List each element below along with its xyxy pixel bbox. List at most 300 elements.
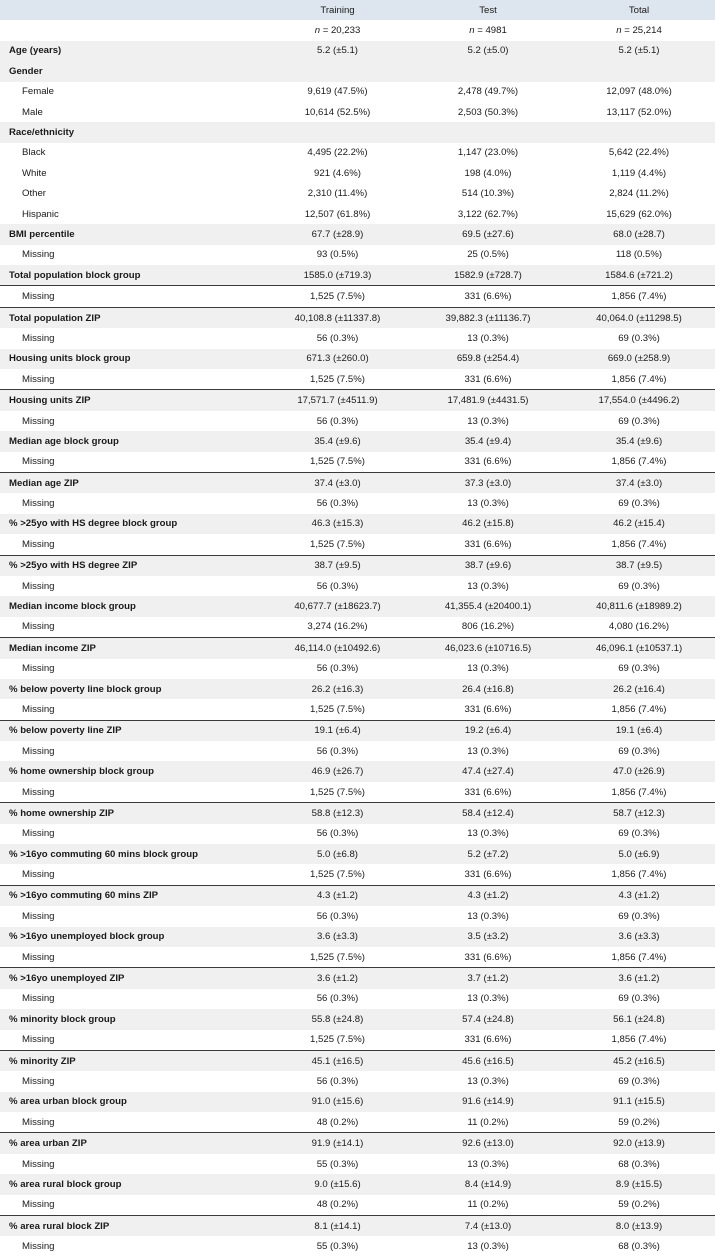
table-row — [0, 927, 715, 947]
test-value: 1,147 (23.0%) — [413, 143, 563, 163]
training-value: 3.6 (±3.3) — [262, 927, 413, 947]
test-value: 13 (0.3%) — [413, 989, 563, 1009]
sub-variable-label: Missing — [0, 906, 262, 926]
table-row — [0, 1216, 715, 1237]
sub-variable-label: Missing — [0, 1112, 262, 1133]
total-value: 35.4 (±9.6) — [563, 431, 715, 451]
test-value: 806 (16.2%) — [413, 617, 563, 638]
training-value: 56 (0.3%) — [262, 659, 413, 679]
table-row — [0, 555, 715, 576]
total-value: 1,856 (7.4%) — [563, 699, 715, 720]
test-value: 13 (0.3%) — [413, 576, 563, 596]
variable-label: Median age ZIP — [0, 472, 262, 493]
n-symbol: n — [469, 25, 475, 37]
training-value: 8.1 (±14.1) — [262, 1216, 413, 1237]
training-value: 2,310 (11.4%) — [262, 184, 413, 204]
test-value: 13 (0.3%) — [413, 741, 563, 761]
sub-variable-label: Male — [0, 102, 262, 122]
training-value: 3,274 (16.2%) — [262, 617, 413, 638]
total-value: 1,856 (7.4%) — [563, 1030, 715, 1051]
table-row — [0, 761, 715, 781]
training-value: 56 (0.3%) — [262, 576, 413, 596]
table-row — [0, 679, 715, 699]
header-total: Total — [563, 0, 715, 20]
training-value: 37.4 (±3.0) — [262, 472, 413, 493]
sub-variable-label: Missing — [0, 1030, 262, 1051]
training-value: 1,525 (7.5%) — [262, 699, 413, 720]
variable-label: % minority ZIP — [0, 1050, 262, 1071]
sub-variable-label: Missing — [0, 245, 262, 265]
training-value: 5.0 (±6.8) — [262, 844, 413, 864]
test-value: 69.5 (±27.6) — [413, 224, 563, 244]
table-subrow — [0, 411, 715, 431]
table-subrow — [0, 245, 715, 265]
test-value: 1582.9 (±728.7) — [413, 265, 563, 286]
training-value: 1,525 (7.5%) — [262, 534, 413, 555]
training-value: 26.2 (±16.3) — [262, 679, 413, 699]
variable-label: % >16yo unemployed block group — [0, 927, 262, 947]
test-value: 5.2 (±7.2) — [413, 844, 563, 864]
table-subrow — [0, 102, 715, 122]
test-value: 38.7 (±9.6) — [413, 555, 563, 576]
total-value: 69 (0.3%) — [563, 906, 715, 926]
test-value: 35.4 (±9.4) — [413, 431, 563, 451]
test-value: 8.4 (±14.9) — [413, 1174, 563, 1194]
total-value: 19.1 (±6.4) — [563, 720, 715, 741]
variable-label: % below poverty line ZIP — [0, 720, 262, 741]
n-test — [413, 20, 563, 40]
test-value: 331 (6.6%) — [413, 864, 563, 885]
total-value: 69 (0.3%) — [563, 1071, 715, 1091]
n-equals: = — [320, 25, 331, 37]
total-value: 3.6 (±3.3) — [563, 927, 715, 947]
training-value: 35.4 (±9.6) — [262, 431, 413, 451]
training-value: 4,495 (22.2%) — [262, 143, 413, 163]
sub-variable-label: Missing — [0, 824, 262, 844]
sub-variable-label: Missing — [0, 699, 262, 720]
test-value: 46.2 (±15.8) — [413, 514, 563, 534]
test-value: 13 (0.3%) — [413, 659, 563, 679]
total-value: 91.1 (±15.5) — [563, 1092, 715, 1112]
test-value: 4.3 (±1.2) — [413, 885, 563, 906]
variable-label: Race/ethnicity — [0, 122, 262, 142]
training-value: 1,525 (7.5%) — [262, 452, 413, 473]
test-value: 39,882.3 (±11136.7) — [413, 307, 563, 328]
table-row — [0, 349, 715, 369]
total-value: 69 (0.3%) — [563, 989, 715, 1009]
test-value: 331 (6.6%) — [413, 699, 563, 720]
training-value: 1,525 (7.5%) — [262, 947, 413, 968]
variable-label: % >16yo commuting 60 mins ZIP — [0, 885, 262, 906]
table-subrow — [0, 906, 715, 926]
training-value: 10,614 (52.5%) — [262, 102, 413, 122]
table-subrow — [0, 659, 715, 679]
test-value: 58.4 (±12.4) — [413, 803, 563, 824]
n-equals: = — [474, 25, 486, 37]
table-subrow — [0, 741, 715, 761]
test-value: 17,481.9 (±4431.5) — [413, 390, 563, 411]
test-value: 41,355.4 (±20400.1) — [413, 596, 563, 616]
variable-label: % minority block group — [0, 1009, 262, 1029]
test-value: 46,023.6 (±10716.5) — [413, 638, 563, 659]
table-row — [0, 803, 715, 824]
total-value: 5.2 (±5.1) — [563, 41, 715, 61]
training-value: 91.9 (±14.1) — [262, 1133, 413, 1154]
training-value: 1,525 (7.5%) — [262, 1030, 413, 1051]
variable-label: % home ownership ZIP — [0, 803, 262, 824]
test-value: 13 (0.3%) — [413, 824, 563, 844]
training-value: 921 (4.6%) — [262, 163, 413, 183]
table-row — [0, 122, 715, 142]
variable-label: Age (years) — [0, 41, 262, 61]
table-row — [0, 514, 715, 534]
test-value: 45.6 (±16.5) — [413, 1050, 563, 1071]
table-subrow — [0, 204, 715, 224]
table-row — [0, 844, 715, 864]
table-subrow — [0, 824, 715, 844]
table-row — [0, 224, 715, 244]
table-row — [0, 41, 715, 61]
sub-variable-label: Missing — [0, 1195, 262, 1216]
training-value: 46.3 (±15.3) — [262, 514, 413, 534]
training-value: 93 (0.5%) — [262, 245, 413, 265]
n-training — [262, 20, 413, 40]
total-value: 1,856 (7.4%) — [563, 782, 715, 803]
total-value: 1,856 (7.4%) — [563, 864, 715, 885]
variable-label: Housing units ZIP — [0, 390, 262, 411]
training-value: 1585.0 (±719.3) — [262, 265, 413, 286]
variable-label: % below poverty line block group — [0, 679, 262, 699]
sub-variable-label: Other — [0, 184, 262, 204]
sub-variable-label: Black — [0, 143, 262, 163]
table-row — [0, 885, 715, 906]
training-value: 40,108.8 (±11337.8) — [262, 307, 413, 328]
variable-label: Housing units block group — [0, 349, 262, 369]
test-value: 25 (0.5%) — [413, 245, 563, 265]
total-value — [563, 61, 715, 81]
training-value: 55 (0.3%) — [262, 1236, 413, 1256]
sub-variable-label: Missing — [0, 534, 262, 555]
table-row — [0, 265, 715, 286]
training-value — [262, 61, 413, 81]
sub-variable-label: Missing — [0, 411, 262, 431]
sub-variable-label: Missing — [0, 493, 262, 513]
training-value: 3.6 (±1.2) — [262, 968, 413, 989]
training-value: 45.1 (±16.5) — [262, 1050, 413, 1071]
variable-label: % >25yo with HS degree ZIP — [0, 555, 262, 576]
sub-variable-label: Missing — [0, 989, 262, 1009]
variable-label: % area urban block group — [0, 1092, 262, 1112]
total-value: 40,811.6 (±18989.2) — [563, 596, 715, 616]
table-row — [0, 1174, 715, 1194]
total-value: 69 (0.3%) — [563, 659, 715, 679]
variable-label: Total population block group — [0, 265, 262, 286]
n-test-value: 4981 — [485, 25, 507, 37]
total-value: 5.0 (±6.9) — [563, 844, 715, 864]
training-value: 19.1 (±6.4) — [262, 720, 413, 741]
training-value: 55.8 (±24.8) — [262, 1009, 413, 1029]
test-value: 92.6 (±13.0) — [413, 1133, 563, 1154]
variable-label: BMI percentile — [0, 224, 262, 244]
training-value: 55 (0.3%) — [262, 1154, 413, 1174]
table-row — [0, 1050, 715, 1071]
test-value: 91.6 (±14.9) — [413, 1092, 563, 1112]
sub-variable-label: Missing — [0, 864, 262, 885]
total-value: 1,856 (7.4%) — [563, 286, 715, 307]
n-equals: = — [621, 25, 633, 37]
test-value: 13 (0.3%) — [413, 1071, 563, 1091]
test-value: 331 (6.6%) — [413, 452, 563, 473]
total-value: 8.0 (±13.9) — [563, 1216, 715, 1237]
table-subrow — [0, 699, 715, 720]
table-row — [0, 61, 715, 81]
table-subrow — [0, 328, 715, 348]
sub-variable-label: Missing — [0, 576, 262, 596]
test-value: 331 (6.6%) — [413, 947, 563, 968]
total-value: 8.9 (±15.5) — [563, 1174, 715, 1194]
table-subrow — [0, 184, 715, 204]
total-value: 2,824 (11.2%) — [563, 184, 715, 204]
total-value: 38.7 (±9.5) — [563, 555, 715, 576]
total-value: 1,856 (7.4%) — [563, 947, 715, 968]
table-subrow — [0, 989, 715, 1009]
total-value: 69 (0.3%) — [563, 493, 715, 513]
table-row — [0, 472, 715, 493]
table-subrow — [0, 534, 715, 555]
table-subrow — [0, 947, 715, 968]
total-value: 47.0 (±26.9) — [563, 761, 715, 781]
n-symbol: n — [616, 25, 622, 37]
total-value: 669.0 (±258.9) — [563, 349, 715, 369]
total-value: 118 (0.5%) — [563, 245, 715, 265]
test-value: 2,503 (50.3%) — [413, 102, 563, 122]
total-value: 1,119 (4.4%) — [563, 163, 715, 183]
n-total — [563, 20, 715, 40]
table-subrow — [0, 369, 715, 390]
table-row — [0, 596, 715, 616]
training-value: 48 (0.2%) — [262, 1112, 413, 1133]
test-value: 19.2 (±6.4) — [413, 720, 563, 741]
training-value: 56 (0.3%) — [262, 493, 413, 513]
test-value: 47.4 (±27.4) — [413, 761, 563, 781]
test-value: 659.8 (±254.4) — [413, 349, 563, 369]
table-subrow — [0, 782, 715, 803]
training-value: 1,525 (7.5%) — [262, 864, 413, 885]
total-value: 69 (0.3%) — [563, 411, 715, 431]
training-value: 9,619 (47.5%) — [262, 82, 413, 102]
total-value: 59 (0.2%) — [563, 1195, 715, 1216]
training-value: 1,525 (7.5%) — [262, 286, 413, 307]
total-value: 56.1 (±24.8) — [563, 1009, 715, 1029]
variable-label: Median income block group — [0, 596, 262, 616]
table-subrow — [0, 286, 715, 307]
training-value: 38.7 (±9.5) — [262, 555, 413, 576]
table-subrow — [0, 143, 715, 163]
training-value: 46,114.0 (±10492.6) — [262, 638, 413, 659]
test-value: 13 (0.3%) — [413, 1154, 563, 1174]
training-value: 17,571.7 (±4511.9) — [262, 390, 413, 411]
test-value: 2,478 (49.7%) — [413, 82, 563, 102]
table-subrow — [0, 864, 715, 885]
sub-variable-label: Missing — [0, 452, 262, 473]
table-row — [0, 1133, 715, 1154]
training-value: 12,507 (61.8%) — [262, 204, 413, 224]
total-value: 1584.6 (±721.2) — [563, 265, 715, 286]
n-total-value: 25,214 — [632, 25, 662, 37]
table-subrow — [0, 576, 715, 596]
training-value: 91.0 (±15.6) — [262, 1092, 413, 1112]
test-value: 13 (0.3%) — [413, 411, 563, 431]
training-value: 1,525 (7.5%) — [262, 782, 413, 803]
table-row — [0, 431, 715, 451]
total-value: 59 (0.2%) — [563, 1112, 715, 1133]
training-value: 58.8 (±12.3) — [262, 803, 413, 824]
test-value — [413, 61, 563, 81]
training-value: 46.9 (±26.7) — [262, 761, 413, 781]
total-value: 4,080 (16.2%) — [563, 617, 715, 638]
sub-variable-label: Missing — [0, 741, 262, 761]
total-value: 69 (0.3%) — [563, 824, 715, 844]
total-value: 69 (0.3%) — [563, 576, 715, 596]
total-value: 26.2 (±16.4) — [563, 679, 715, 699]
total-value: 92.0 (±13.9) — [563, 1133, 715, 1154]
header-test: Test — [413, 0, 563, 20]
test-value: 26.4 (±16.8) — [413, 679, 563, 699]
total-value: 69 (0.3%) — [563, 741, 715, 761]
table-row — [0, 1092, 715, 1112]
sub-variable-label: Missing — [0, 1154, 262, 1174]
total-value: 69 (0.3%) — [563, 328, 715, 348]
total-value: 45.2 (±16.5) — [563, 1050, 715, 1071]
table-subrow — [0, 452, 715, 473]
training-value: 56 (0.3%) — [262, 1071, 413, 1091]
test-value: 37.3 (±3.0) — [413, 472, 563, 493]
total-value: 1,856 (7.4%) — [563, 369, 715, 390]
training-value: 9.0 (±15.6) — [262, 1174, 413, 1194]
total-value: 37.4 (±3.0) — [563, 472, 715, 493]
training-value — [262, 122, 413, 142]
variable-label: % area rural block ZIP — [0, 1216, 262, 1237]
total-value: 4.3 (±1.2) — [563, 885, 715, 906]
variable-label: % home ownership block group — [0, 761, 262, 781]
table-row — [0, 720, 715, 741]
test-value: 57.4 (±24.8) — [413, 1009, 563, 1029]
total-value: 46.2 (±15.4) — [563, 514, 715, 534]
table-subrow — [0, 1071, 715, 1091]
total-value: 12,097 (48.0%) — [563, 82, 715, 102]
test-value: 331 (6.6%) — [413, 369, 563, 390]
test-value: 7.4 (±13.0) — [413, 1216, 563, 1237]
test-value: 3,122 (62.7%) — [413, 204, 563, 224]
test-value: 514 (10.3%) — [413, 184, 563, 204]
sub-variable-label: Missing — [0, 286, 262, 307]
test-value: 13 (0.3%) — [413, 493, 563, 513]
training-value: 48 (0.2%) — [262, 1195, 413, 1216]
test-value: 3.7 (±1.2) — [413, 968, 563, 989]
training-value: 4.3 (±1.2) — [262, 885, 413, 906]
table-subrow — [0, 82, 715, 102]
training-value: 5.2 (±5.1) — [262, 41, 413, 61]
training-value: 671.3 (±260.0) — [262, 349, 413, 369]
sample-size-row — [0, 20, 715, 40]
n-training-value: 20,233 — [330, 25, 361, 37]
test-value: 13 (0.3%) — [413, 906, 563, 926]
training-value: 56 (0.3%) — [262, 328, 413, 348]
sub-variable-label: Missing — [0, 369, 262, 390]
test-value: 11 (0.2%) — [413, 1112, 563, 1133]
header-label-cell — [0, 0, 262, 20]
total-value: 1,856 (7.4%) — [563, 452, 715, 473]
variable-label: % >25yo with HS degree block group — [0, 514, 262, 534]
total-value: 17,554.0 (±4496.2) — [563, 390, 715, 411]
sub-variable-label: Female — [0, 82, 262, 102]
training-value: 1,525 (7.5%) — [262, 369, 413, 390]
table-subrow — [0, 1236, 715, 1256]
test-value: 331 (6.6%) — [413, 782, 563, 803]
table-row — [0, 390, 715, 411]
total-value: 68.0 (±28.7) — [563, 224, 715, 244]
test-value: 13 (0.3%) — [413, 1236, 563, 1256]
total-value — [563, 122, 715, 142]
variable-label: % >16yo commuting 60 mins block group — [0, 844, 262, 864]
sub-variable-label: Missing — [0, 947, 262, 968]
total-value: 3.6 (±1.2) — [563, 968, 715, 989]
variable-label: Gender — [0, 61, 262, 81]
sub-variable-label: Hispanic — [0, 204, 262, 224]
table-subrow — [0, 163, 715, 183]
total-value: 15,629 (62.0%) — [563, 204, 715, 224]
header-row — [0, 0, 715, 20]
sub-variable-label: Missing — [0, 328, 262, 348]
total-value: 58.7 (±12.3) — [563, 803, 715, 824]
sub-variable-label: Missing — [0, 1236, 262, 1256]
total-value: 46,096.1 (±10537.1) — [563, 638, 715, 659]
table-body — [0, 41, 715, 1257]
table-row — [0, 307, 715, 328]
training-value: 67.7 (±28.9) — [262, 224, 413, 244]
training-value: 56 (0.3%) — [262, 411, 413, 431]
table-row — [0, 968, 715, 989]
table-subrow — [0, 1195, 715, 1216]
variable-label: % area rural block group — [0, 1174, 262, 1194]
test-value: 331 (6.6%) — [413, 286, 563, 307]
total-value: 5,642 (22.4%) — [563, 143, 715, 163]
test-value: 11 (0.2%) — [413, 1195, 563, 1216]
sub-variable-label: Missing — [0, 659, 262, 679]
sub-variable-label: White — [0, 163, 262, 183]
table-subrow — [0, 1030, 715, 1051]
table-subrow — [0, 1112, 715, 1133]
sub-variable-label: Missing — [0, 617, 262, 638]
test-value: 331 (6.6%) — [413, 1030, 563, 1051]
training-value: 40,677.7 (±18623.7) — [262, 596, 413, 616]
total-value: 40,064.0 (±11298.5) — [563, 307, 715, 328]
training-value: 56 (0.3%) — [262, 989, 413, 1009]
test-value: 13 (0.3%) — [413, 328, 563, 348]
training-value: 56 (0.3%) — [262, 741, 413, 761]
sub-variable-label: Missing — [0, 1071, 262, 1091]
test-value: 331 (6.6%) — [413, 534, 563, 555]
variable-label: Total population ZIP — [0, 307, 262, 328]
table-subrow — [0, 1154, 715, 1174]
test-value: 3.5 (±3.2) — [413, 927, 563, 947]
variable-label: % >16yo unemployed ZIP — [0, 968, 262, 989]
table-row — [0, 638, 715, 659]
total-value: 68 (0.3%) — [563, 1236, 715, 1256]
total-value: 1,856 (7.4%) — [563, 534, 715, 555]
sub-variable-label: Missing — [0, 782, 262, 803]
test-value: 5.2 (±5.0) — [413, 41, 563, 61]
